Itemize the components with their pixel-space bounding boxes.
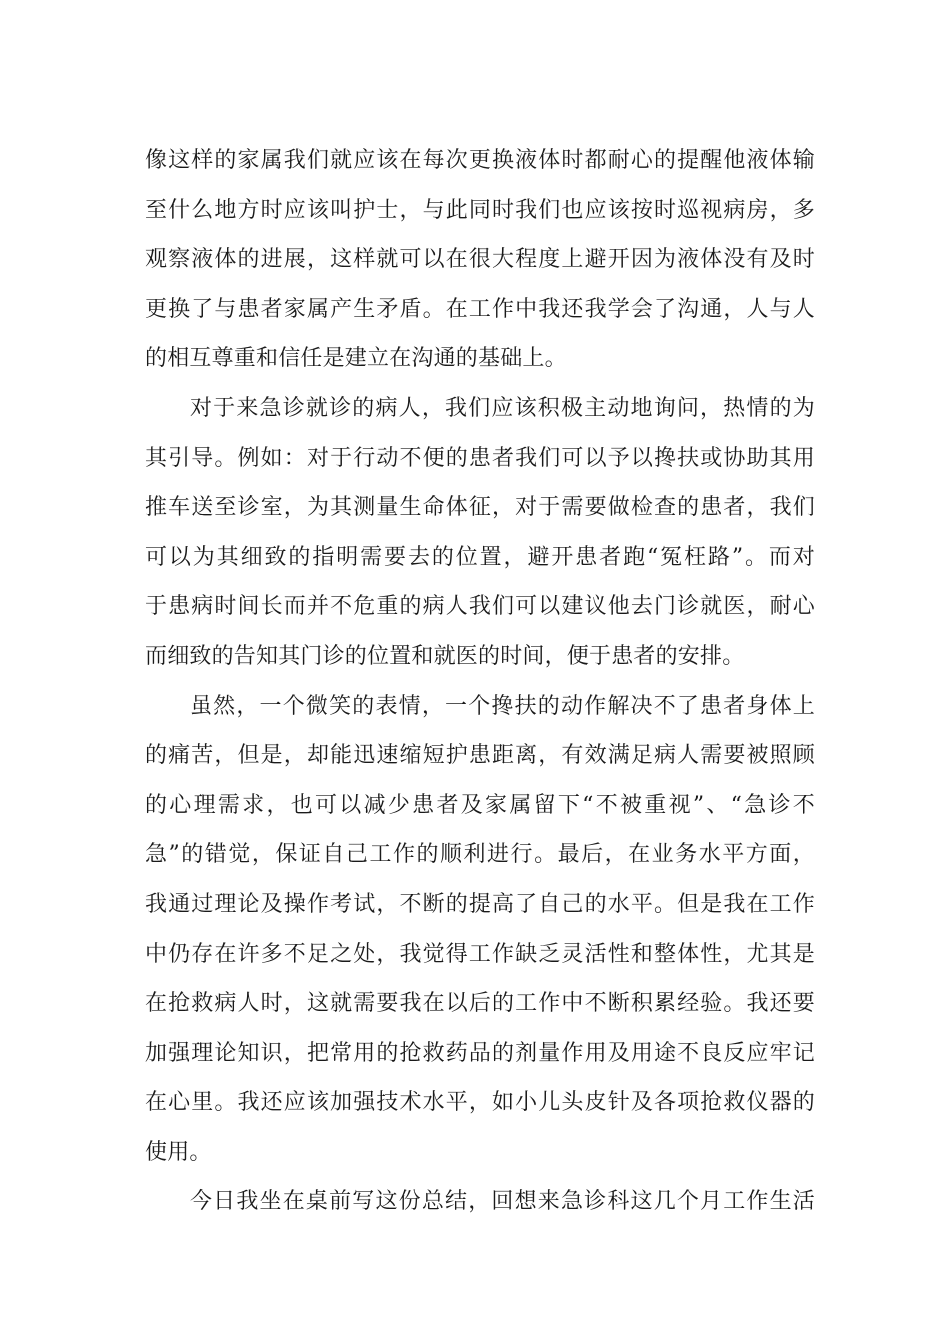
text-line: 至什么地方时应该叫护士，与此同时我们也应该按时巡视病房，多 [145, 197, 815, 223]
text-line: 而细致的告知其门诊的位置和就医的时间，便于患者的安排。 [145, 643, 745, 669]
text-line: 像这样的家属我们就应该在每次更换液体时都耐心的提醒他液体输 [145, 148, 815, 173]
text-line: 的痛苦，但是，却能迅速缩短护患距离，有效满足病人需要被照顾 [145, 743, 815, 769]
text-line: 今日我坐在桌前写这份总结，回想来急诊科这几个月工作生活 [190, 1189, 815, 1215]
text-line: 对于来急诊就诊的病人，我们应该积极主动地询问，热情的为 [190, 395, 815, 421]
text-line: 于患病时间长而并不危重的病人我们可以建议他去门诊就医，耐心 [145, 594, 815, 620]
text-line: 加强理论知识，把常用的抢救药品的剂量作用及用途不良反应牢记 [145, 1040, 815, 1066]
text-line: 观察液体的进展，这样就可以在很大程度上避开因为液体没有及时 [145, 247, 815, 273]
text-line: 更换了与患者家属产生矛盾。在工作中我还我学会了沟通，人与人 [145, 296, 815, 322]
text-line: 在抢救病人时，这就需要我在以后的工作中不断积累经验。我还要 [145, 991, 815, 1017]
text-line: 急”的错觉，保证自己工作的顺利进行。最后，在业务水平方面， [145, 842, 815, 868]
text-line: 使用。 [145, 1139, 212, 1165]
body-text [145, 136, 815, 1227]
text-line: 中仍存在许多不足之处，我觉得工作缺乏灵活性和整体性，尤其是 [145, 941, 815, 967]
text-line: 的相互尊重和信任是建立在沟通的基础上。 [145, 346, 567, 372]
text-line: 我通过理论及操作考试，不断的提高了自己的水平。但是我在工作 [145, 891, 815, 917]
text-line: 可以为其细致的指明需要去的位置，避开患者跑“冤枉路”。而对 [145, 544, 815, 570]
text-line: 其引导。例如：对于行动不便的患者我们可以予以搀扶或协助其用 [145, 445, 815, 471]
text-line: 的心理需求，也可以减少患者及家属留下“不被重视”、“急诊不 [145, 792, 815, 818]
text-line: 推车送至诊室，为其测量生命体征，对于需要做检查的患者，我们 [145, 495, 815, 521]
text-line: 在心里。我还应该加强技术水平，如小儿头皮针及各项抢救仪器的 [145, 1090, 815, 1116]
text-line: 虽然，一个微笑的表情，一个搀扶的动作解决不了患者身体上 [190, 693, 815, 719]
